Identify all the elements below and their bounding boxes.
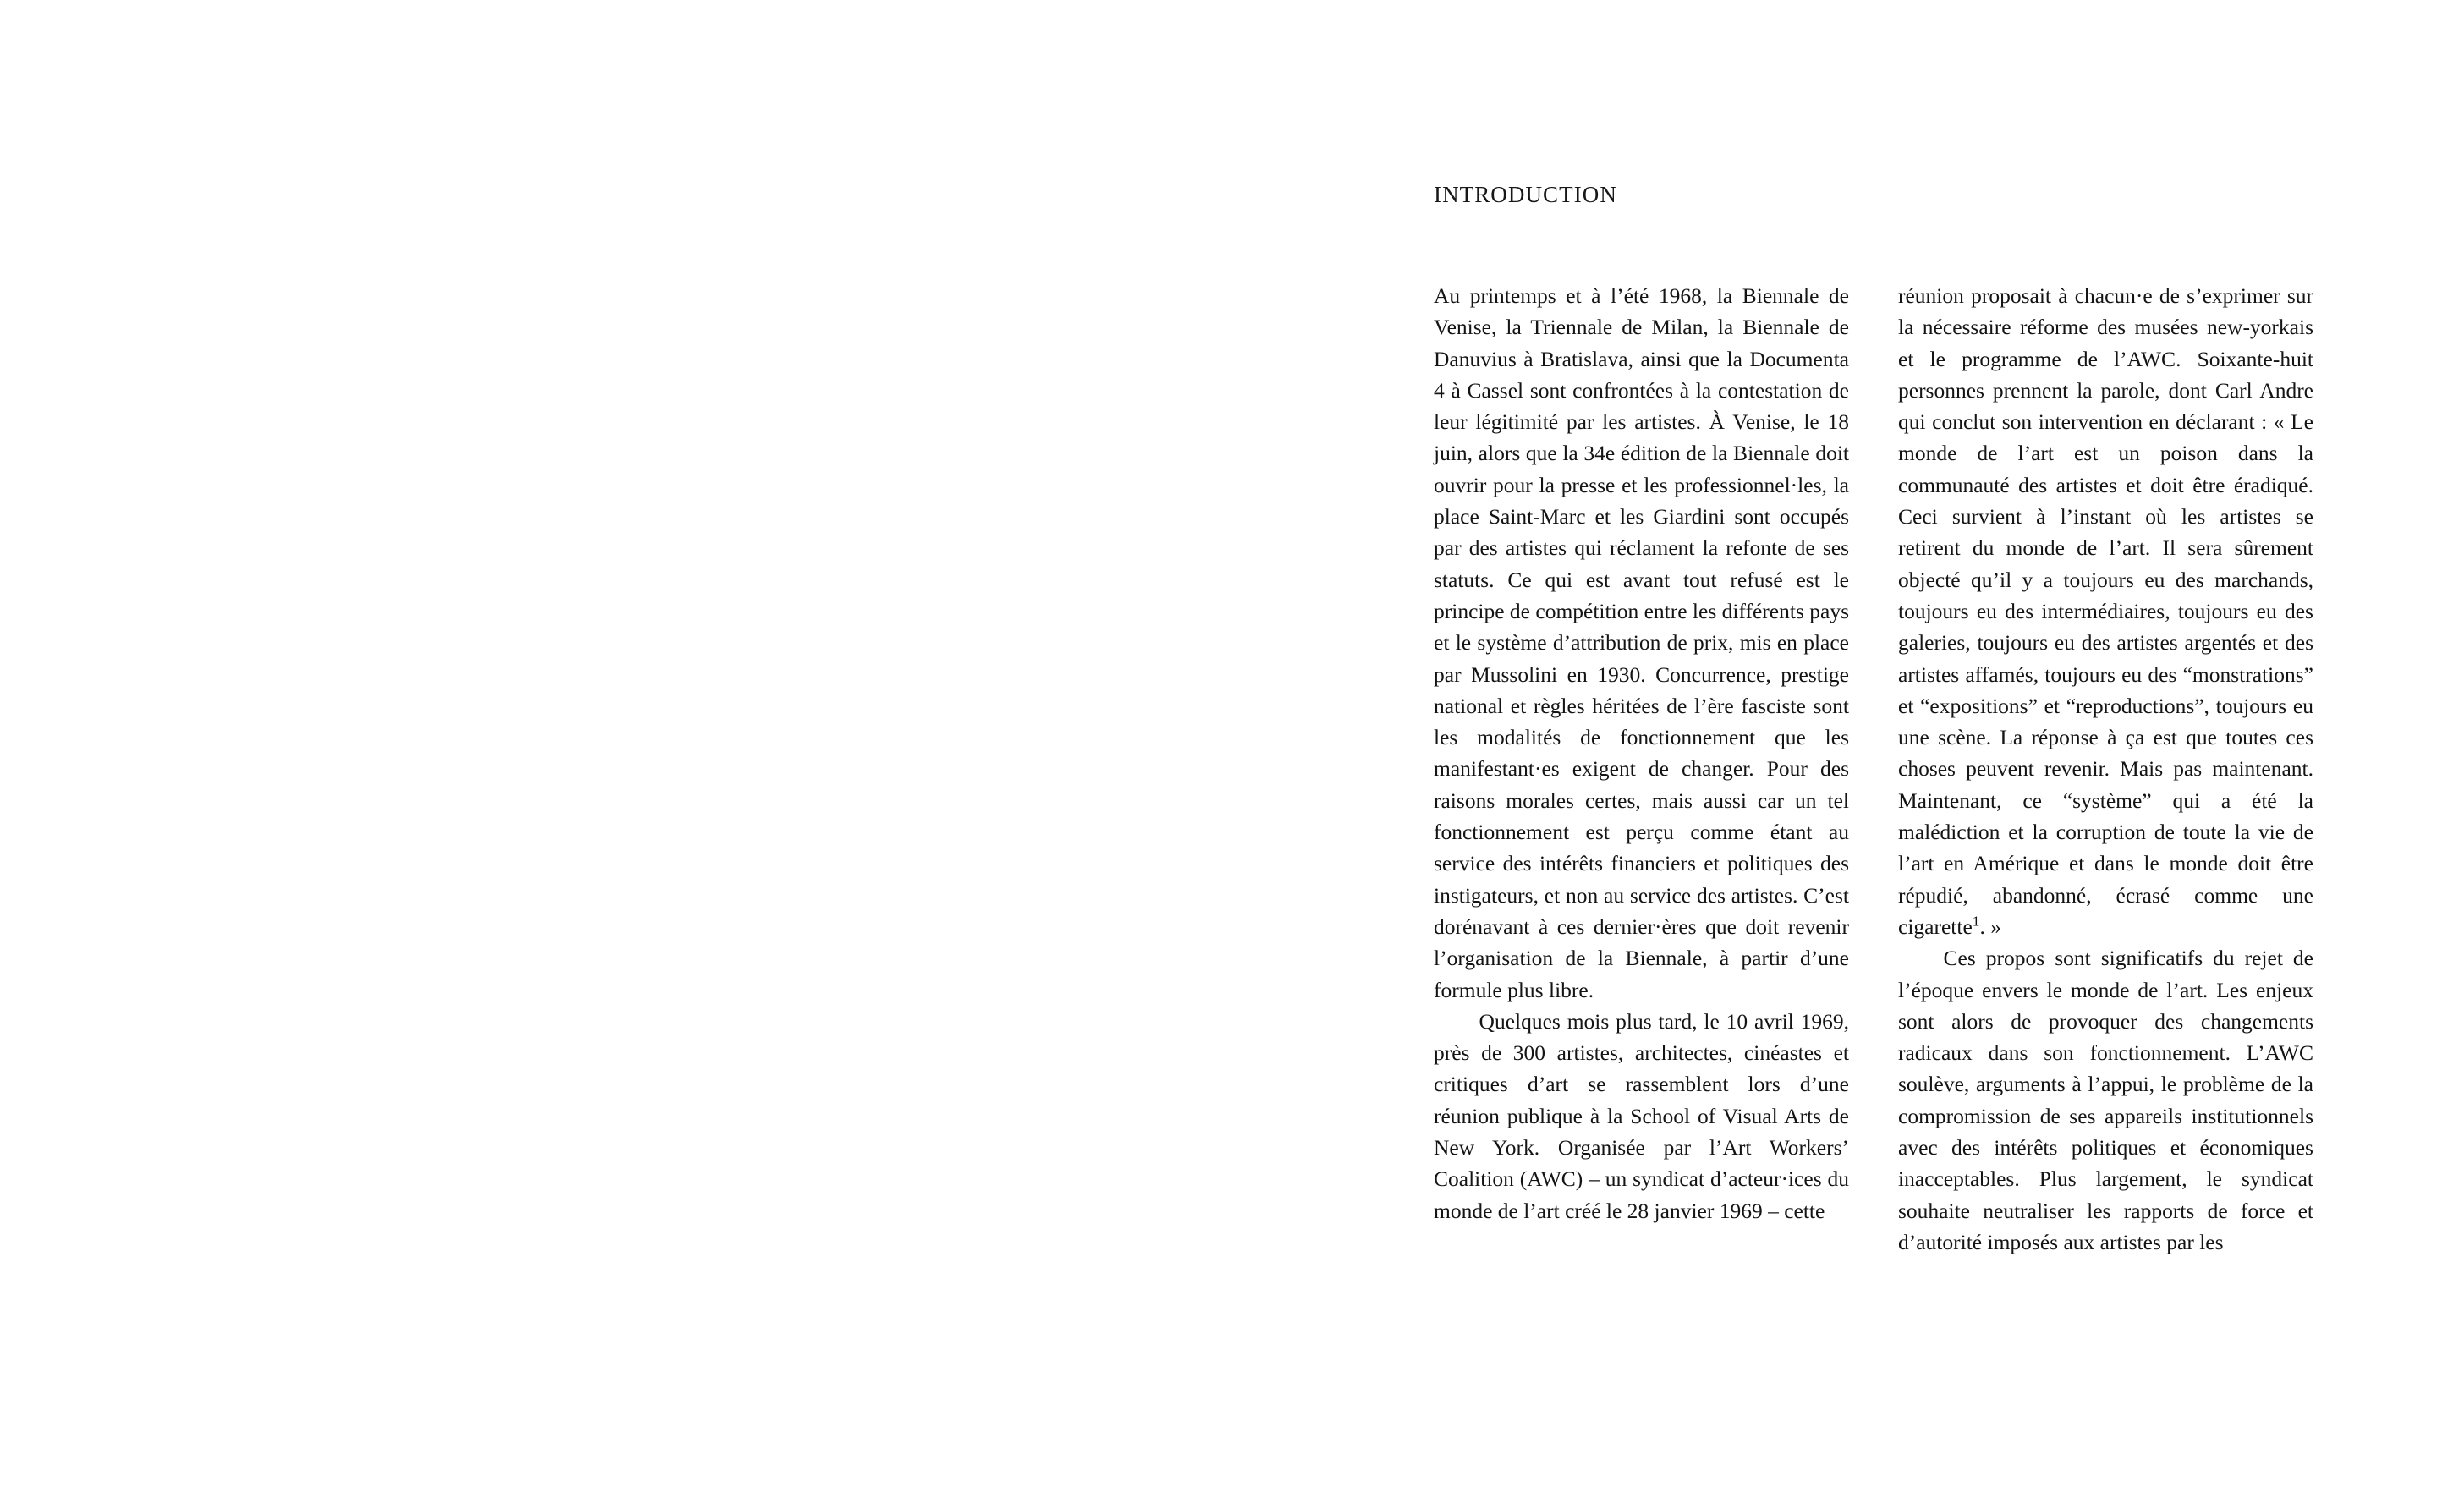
- quote-close: . »: [1979, 914, 2001, 939]
- column-right: [1898, 280, 2313, 1258]
- page-title: INTRODUCTION: [1434, 182, 1617, 207]
- paragraph: [1898, 280, 2313, 942]
- column-left: [1434, 280, 1849, 1258]
- paragraph: Ces propos sont significatifs du rejet de l’époque envers le monde de l’art. Les enjeux sont alors de provoquer des changements radicaux dans son fonctionnement. L’AWC soulève, arguments à l’appui, le problème de la compromission de ses appareils institutionnels avec des intérêts politiques et économiques inacceptables. Plus largement, le syndicat souhaite neutraliser les rapports de force et d’autorité imposés aux artistes par les: [1898, 946, 2313, 1254]
- paragraph-text: réunion proposait à chacun·e de s’exprimer sur la nécessaire réforme des musées new-yorkais et le programme de l’AWC. Soixante-huit personnes prennent la parole, dont Carl Andre qui conclut son intervention en déclarant : « Le monde de l’art est un poison dans la communauté des artistes et doit être éradiqué. Ceci survient à l’instant où les artistes se retirent du monde de l’art. Il sera sûrement objecté qu’il y a toujours eu des marchands, toujours eu des intermédiaires, toujours eu des galeries, toujours eu des artistes argentés et des artistes affamés, toujours eu des “monstrations” et “expositions” et “reproductions”, toujours eu une scène. La réponse à ça est que toutes ces choses peuvent revenir. Mais pas maintenant. Maintenant, ce “système” qui a été la malédiction et la corruption de toute la vie de l’art en Amérique et dans le monde doit être répudié, abandonné, écrasé comme une cigarette: [1898, 283, 2313, 939]
- text-block: [1434, 182, 2313, 1258]
- paragraph: Au printemps et à l’été 1968, la Biennale de Venise, la Triennale de Milan, la Biennale de Danuvius à Bratislava, ainsi que la Documenta 4 à Cassel sont confrontées à la contestation de leur légitimité par les artistes. À Venise, le 18 juin, alors que la 34e édition de la Biennale doit ouvrir pour la presse et les professionnel·les, la place Saint-Marc et les Giardini sont occupés par des artistes qui réclament la refonte de ses statuts. Ce qui est avant tout refusé est le principe de compétition entre les différents pays et le système d’attribution de prix, mis en place par Mussolini en 1930. Concurrence, prestige national et règles héritées de l’ère fasciste sont les modalités de fonctionnement que les manifestant·es exigent de changer. Pour des raisons morales certes, mais aussi car un tel fonctionnement est perçu comme étant au service des intérêts financiers et politiques des instigateurs, et non au service des artistes. C’est dorénavant à ces dernier·ères que doit revenir l’organisation de la Biennale, à partir d’une formule plus libre.: [1434, 283, 1849, 1002]
- footnote-marker[interactable]: 1: [1972, 913, 1980, 930]
- paragraph: Quelques mois plus tard, le 10 avril 1969, près de 300 artistes, architectes, cinéastes et critiques d’art se rassemblent lors d’une réunion publique à la School of Visual Arts de New York. Organisée par l’Art Workers’ Coalition (AWC) – un syndicat d’acteur·ices du monde de l’art créé le 28 janvier 1969 – cette: [1434, 1008, 1849, 1223]
- two-column-layout: [1434, 280, 2313, 1258]
